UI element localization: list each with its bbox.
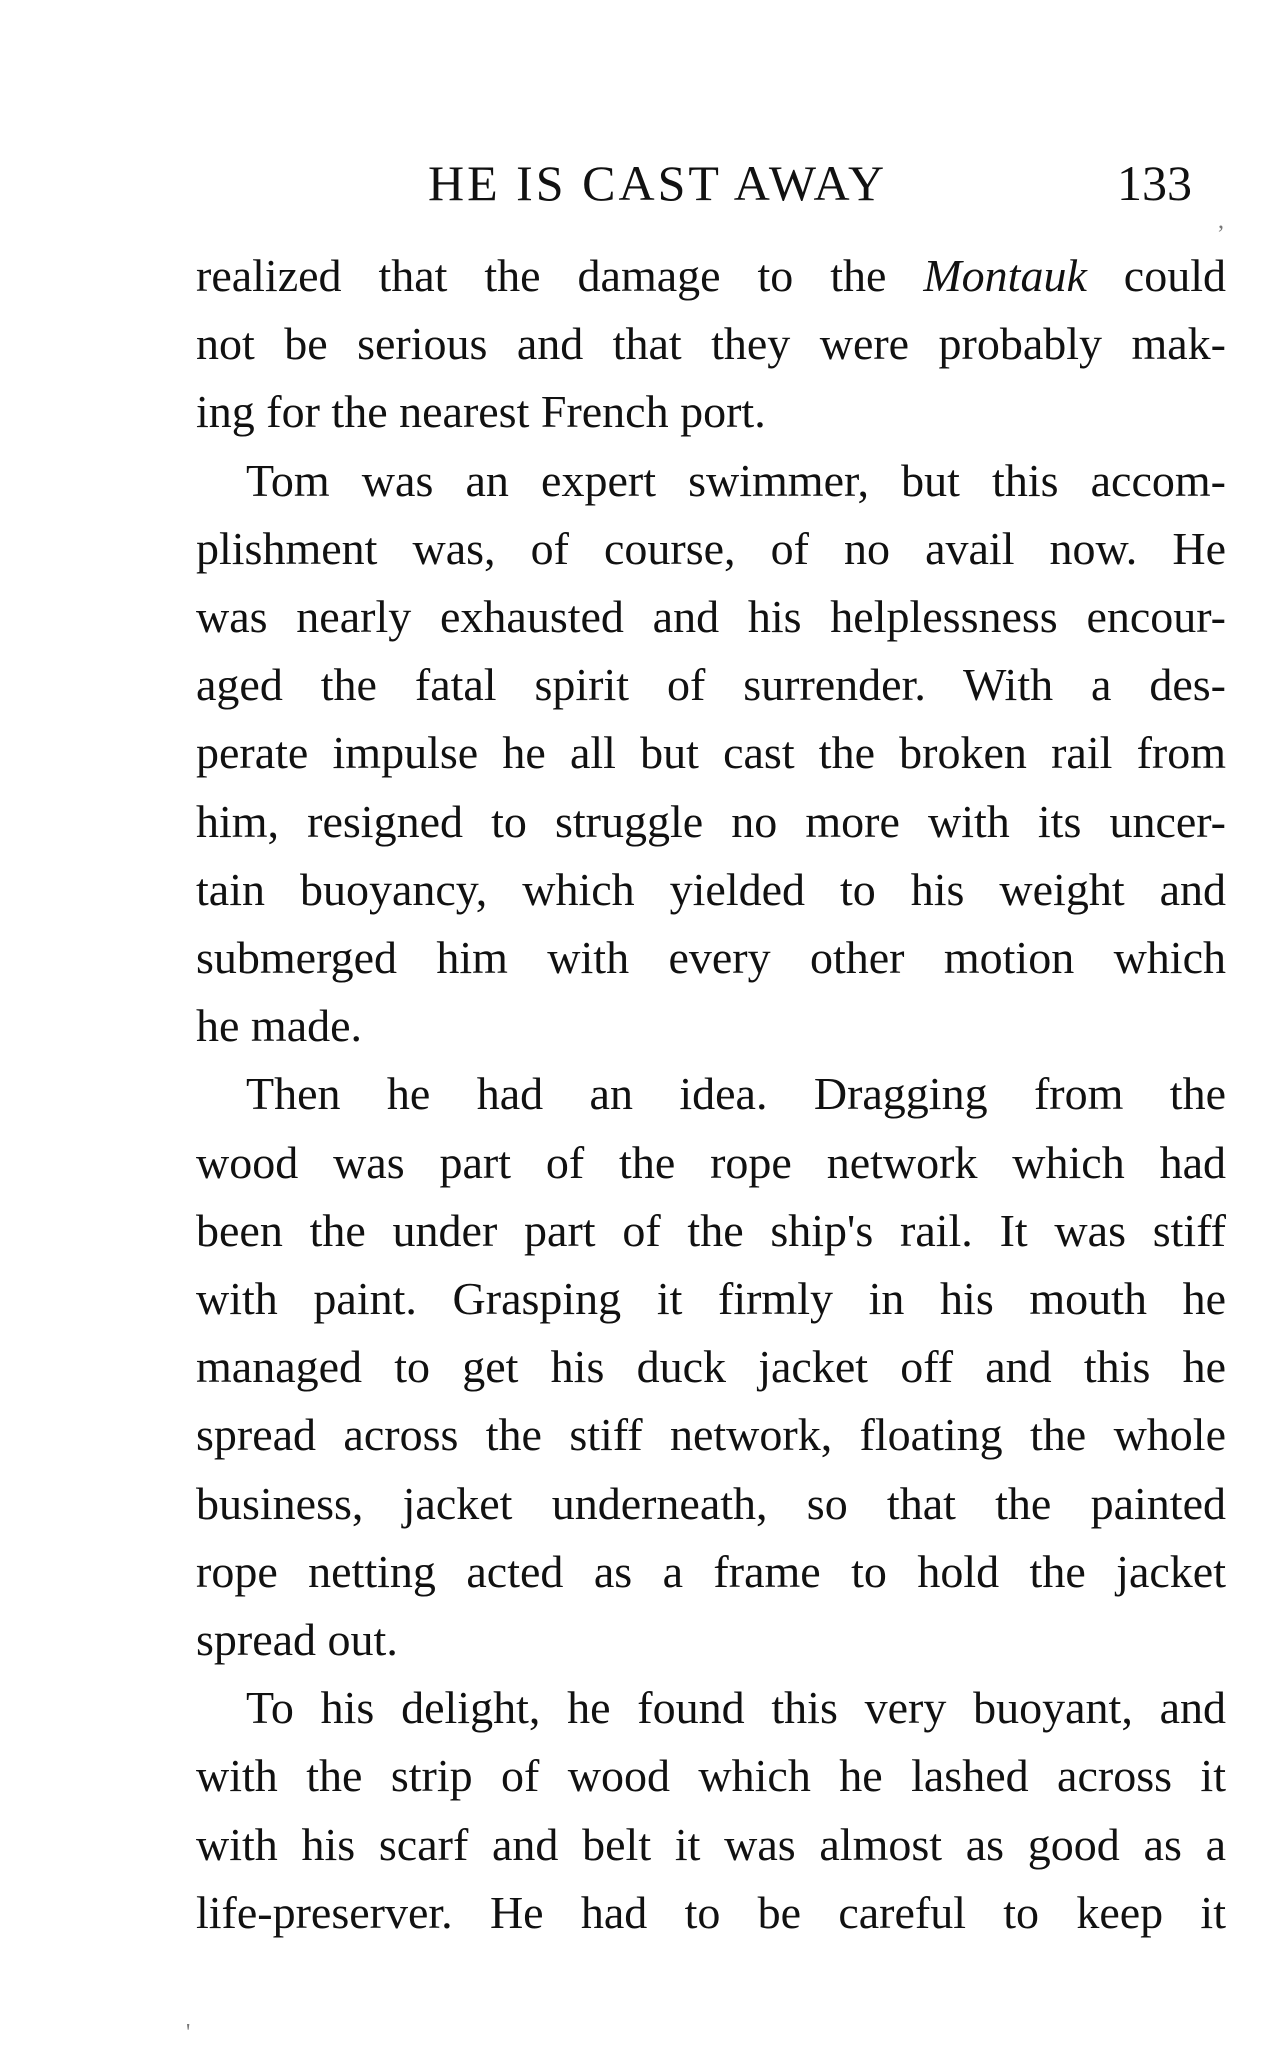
text-line: plishment was, of course, of no avail now. He <box>196 522 1226 574</box>
running-head: HE IS CAST AWAY <box>428 155 888 211</box>
text-line: he made. <box>196 1000 363 1052</box>
text-line: tain buoyancy, which yielded to his weight and <box>196 863 1226 915</box>
text-line: him, resigned to struggle no more with its uncer- <box>196 795 1226 847</box>
page-header <box>0 148 1282 218</box>
text-line: ing for the nearest French port. <box>196 386 766 438</box>
body-text <box>196 242 1226 1947</box>
page-number: 133 <box>1117 155 1192 211</box>
text-line: business, jacket underneath, so that the painted <box>196 1477 1226 1529</box>
text-line: was nearly exhausted and his helplessness encour- <box>196 591 1226 643</box>
text-line: spread across the stiff network, floating the whole <box>196 1409 1226 1461</box>
text-line: rope netting acted as a frame to hold the jacket <box>196 1545 1226 1597</box>
text-line: perate impulse he all but cast the broken rail from <box>196 727 1226 779</box>
scan-speck-mark: , <box>1218 208 1224 234</box>
scan-speck-mark: ' <box>186 2020 191 2046</box>
text-line: Tom was an expert swimmer, but this accom- <box>246 454 1226 506</box>
text-line: submerged him with every other motion which <box>196 932 1226 984</box>
text-line: Then he had an idea. Dragging from the <box>246 1068 1226 1120</box>
text-line: To his delight, he found this very buoyant, and <box>246 1682 1226 1734</box>
ship-name: Montauk <box>923 250 1087 301</box>
text-line: realized that the damage to the Montauk could <box>196 250 1226 301</box>
text-line: with his scarf and belt it was almost as good as a <box>196 1818 1226 1870</box>
text-line: not be serious and that they were probably mak- <box>196 318 1226 370</box>
text-line: wood was part of the rope network which had <box>196 1136 1226 1188</box>
text-line: managed to get his duck jacket off and this he <box>196 1341 1226 1393</box>
text-line: with paint. Grasping it firmly in his mouth he <box>196 1273 1226 1325</box>
text-line: life-preserver. He had to be careful to keep it <box>196 1886 1226 1938</box>
text-line: been the under part of the ship's rail. It was stiff <box>196 1204 1226 1256</box>
text-line: spread out. <box>196 1614 398 1666</box>
text-line: aged the fatal spirit of surrender. With a des- <box>196 659 1226 711</box>
text-line: with the strip of wood which he lashed across it <box>196 1750 1226 1802</box>
